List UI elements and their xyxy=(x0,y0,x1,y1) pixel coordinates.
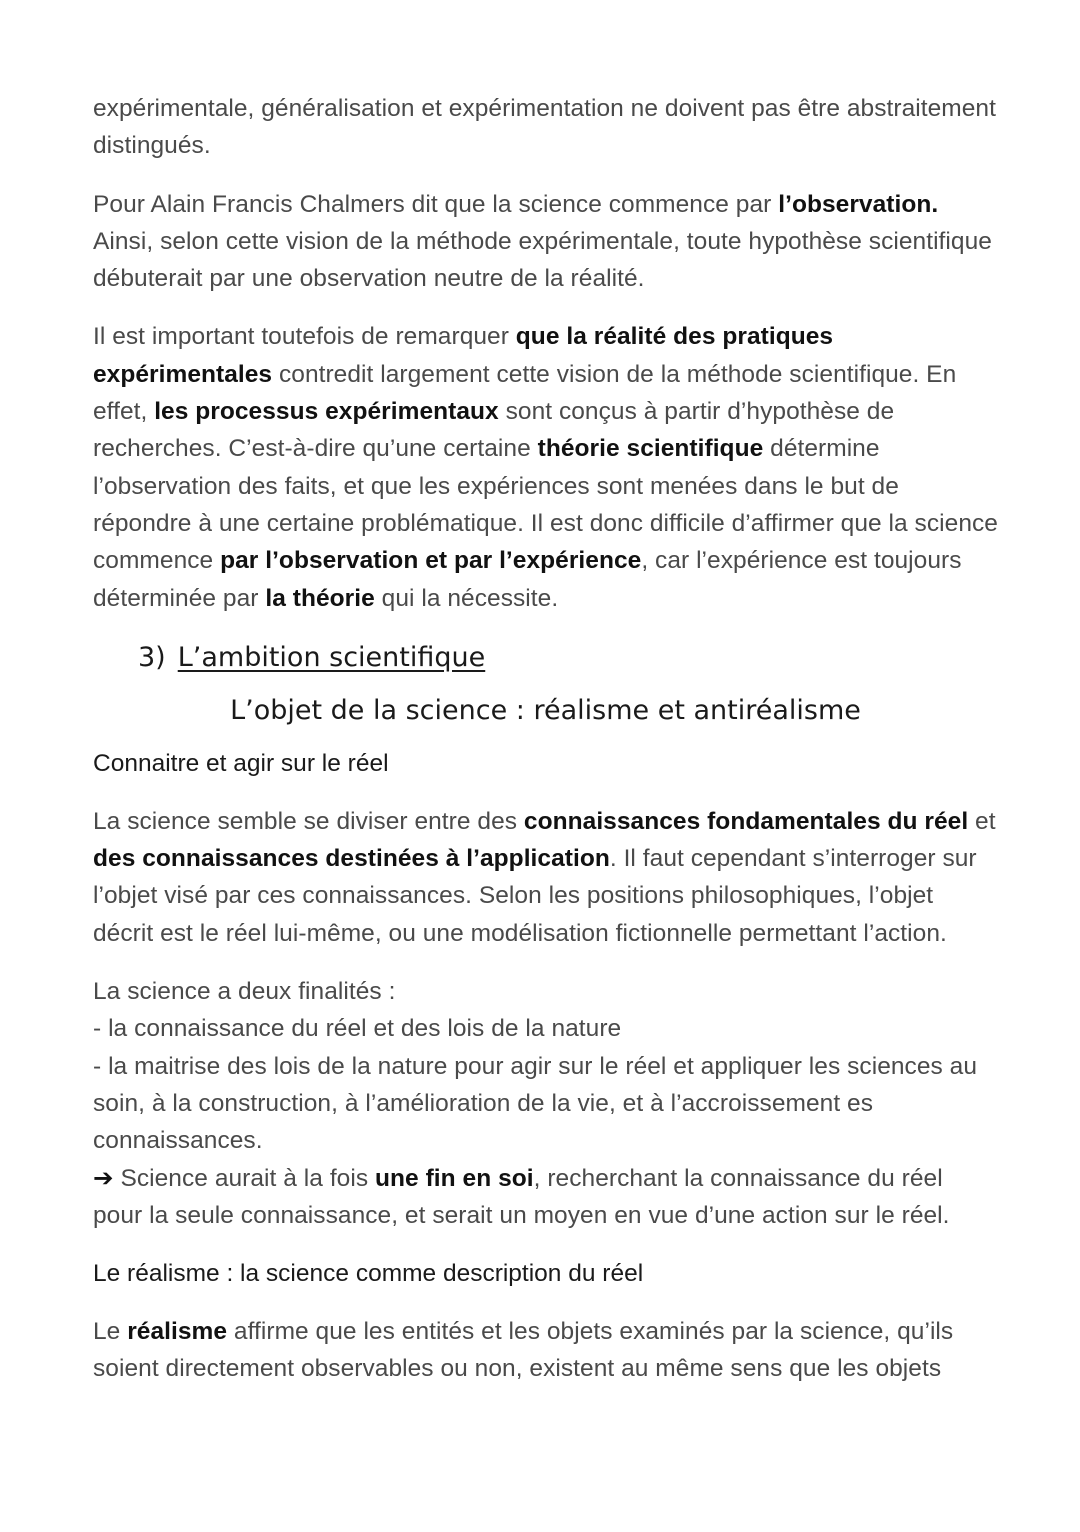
paragraph-knowledge xyxy=(93,803,998,952)
text-run: affirme que les entités et les objets examinés par la science, qu’ils soient directement observables ou non, existent au même sens que les objets xyxy=(93,1318,954,1383)
list-item: - la maitrise des lois de la nature pour agir sur le réel et appliquer les sciences au soin, à la construction, à l’amélioration de la vie, et à l’accroissement es connaissances. xyxy=(93,1052,978,1155)
bold-term: une fin en soi xyxy=(375,1164,534,1192)
bold-term: théorie scientifique xyxy=(537,435,764,463)
bold-term: la théorie xyxy=(265,584,375,612)
section-heading xyxy=(138,638,998,678)
list-item: - la connaissance du réel et des lois de la nature xyxy=(93,1015,622,1043)
text-run: , recherchant la connaissance du réel pour la seule connaissance, et serait un moyen en vue d’une action sur le réel. xyxy=(93,1164,950,1229)
bold-term: réalisme xyxy=(127,1318,228,1346)
text-run: , car l’expérience est toujours déterminée par xyxy=(93,547,962,612)
arrow-icon: ➔ xyxy=(93,1164,114,1192)
document-page xyxy=(93,90,998,1409)
text-run: Le xyxy=(93,1318,128,1346)
text-run: Il est important toutefois de remarquer xyxy=(93,323,516,351)
subsection-title: L’objet de la science : réalisme et antiréalisme xyxy=(230,694,861,726)
text-run: sont conçus à partir d’hypothèse de recherches. C’est-à-dire qu’une certaine xyxy=(93,398,895,463)
paragraph-experimental xyxy=(93,90,998,165)
bold-term: les processus expérimentaux xyxy=(154,398,499,426)
text-run: . Il faut cependant s’interroger sur l’objet visé par ces connaissances. Selon les positions philosophiques, l’objet décrit est le réel lui-même, ou une modélisation fictionnelle permettant l’action. xyxy=(93,845,977,947)
text-run: et xyxy=(968,807,996,835)
paragraph-reality-practices xyxy=(93,318,998,616)
list-intro: La science a deux finalités : xyxy=(93,978,396,1006)
bold-term: connaissances fondamentales du réel xyxy=(523,807,969,835)
bold-term: par l’observation et par l’expérience xyxy=(220,547,642,575)
text-run: Science aurait à la fois xyxy=(113,1164,376,1192)
paragraph-realism xyxy=(93,1313,998,1388)
paragraph-finalities xyxy=(93,973,998,1234)
heading-realisme: Le réalisme : la science comme description du réel xyxy=(93,1260,644,1288)
text-run: expérimentale, généralisation et expérimentation ne doivent pas être abstraitement distingués. xyxy=(93,95,996,160)
section-number: 3) xyxy=(138,641,166,673)
paragraph-chalmers xyxy=(93,186,998,298)
text-run: contredit largement cette vision de la méthode scientifique. En effet, xyxy=(93,360,957,426)
text-run: La science semble se diviser entre des xyxy=(93,807,524,835)
heading-connaitre: Connaitre et agir sur le réel xyxy=(93,749,389,777)
text-run: détermine l’observation des faits, et que les expériences sont menées dans le but de répondre à une certaine problématique. Il est donc difficile d’affirmer que la science commence xyxy=(93,435,998,575)
bold-term: des connaissances destinées à l’application xyxy=(93,845,610,873)
text-run: Pour Alain Francis Chalmers dit que la science commence par xyxy=(93,190,779,218)
section-title: L’ambition scientifique xyxy=(177,641,486,673)
text-run: Ainsi, selon cette vision de la méthode expérimentale, toute hypothèse scientifique débuterait par une observation neutre de la réalité. xyxy=(93,227,992,293)
bold-term: que la réalité des pratiques expérimentales xyxy=(93,323,834,388)
bold-term: l’observation. xyxy=(778,190,939,218)
text-run: qui la nécessite. xyxy=(374,584,559,612)
